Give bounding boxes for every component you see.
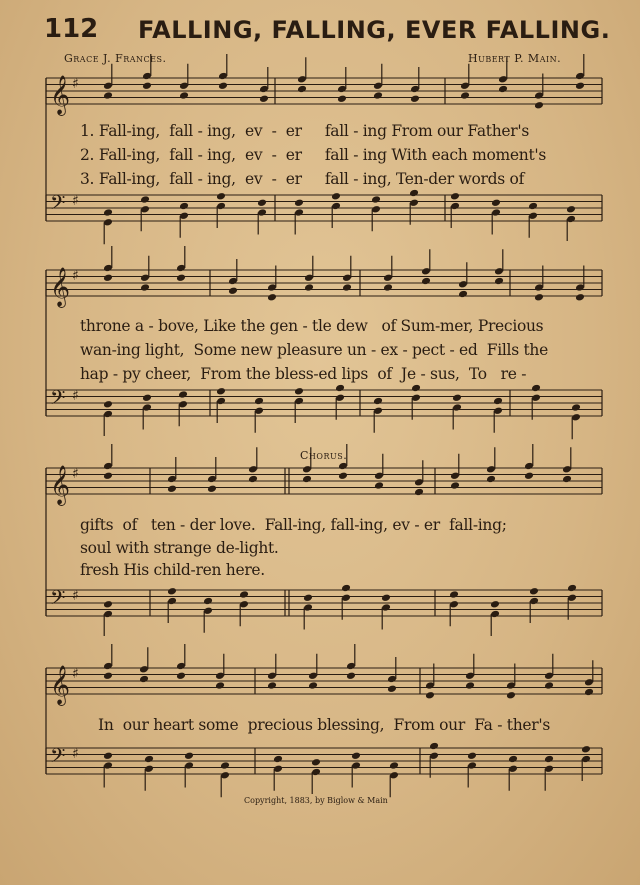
- note-head: [103, 751, 113, 760]
- note-head: [176, 671, 186, 680]
- note-head: [267, 293, 277, 302]
- note-head: [467, 751, 477, 760]
- note-head: [465, 681, 475, 690]
- note-head: [534, 101, 544, 110]
- note-head: [544, 755, 554, 764]
- note-head: [458, 290, 468, 299]
- note-head: [524, 471, 534, 480]
- note-head: [254, 397, 264, 406]
- note-head: [508, 755, 518, 764]
- note-head: [184, 751, 194, 760]
- note-head: [215, 681, 225, 690]
- note-head: [311, 758, 321, 767]
- note-head: [220, 761, 230, 770]
- lyric-line: 3. Fall-ing, fall - ing, ev - er fall - ing, Ten-der words of: [80, 170, 525, 188]
- lyricist-credit: Grace J. Frances.: [64, 52, 167, 65]
- note-head: [534, 293, 544, 302]
- note-head: [544, 681, 554, 690]
- note-head: [566, 205, 576, 214]
- key-sharp-icon: ♯: [72, 466, 79, 482]
- treble-clef-icon: 𝄞: [50, 665, 71, 705]
- note-head: [140, 195, 150, 204]
- lyric-line: 2. Fall-ing, fall - ing, ev - er fall - ing With each moment's: [80, 146, 547, 164]
- note-head: [373, 397, 383, 406]
- note-head: [331, 192, 341, 201]
- note-head: [103, 208, 113, 217]
- note-head: [103, 91, 113, 100]
- lyric-line: gifts of ten - der love. Fall-ing, fall-ing, ev - er fall-ing;: [80, 516, 507, 534]
- note-head: [575, 293, 585, 302]
- note-head: [409, 189, 419, 198]
- note-head: [389, 761, 399, 770]
- bass-clef-icon: 𝄢: [50, 191, 66, 219]
- bass-clef-icon: 𝄢: [50, 386, 66, 414]
- note-head: [216, 192, 226, 201]
- note-head: [302, 475, 312, 484]
- note-head: [167, 484, 177, 493]
- note-head: [203, 597, 213, 606]
- note-head: [584, 688, 594, 697]
- note-head: [103, 400, 113, 409]
- key-sharp-icon: ♯: [72, 588, 79, 604]
- note-head: [144, 755, 154, 764]
- note-head: [529, 587, 539, 596]
- note-head: [216, 387, 226, 396]
- note-head: [178, 390, 188, 399]
- note-head: [140, 283, 150, 292]
- note-head: [239, 590, 249, 599]
- note-head: [450, 192, 460, 201]
- note-head: [303, 593, 313, 602]
- note-head: [341, 584, 351, 593]
- note-head: [338, 471, 348, 480]
- note-head: [342, 283, 352, 292]
- note-head: [528, 202, 538, 211]
- note-head: [421, 277, 431, 286]
- note-head: [142, 393, 152, 402]
- note-head: [506, 691, 516, 700]
- lyric-line: fresh His child-ren here.: [80, 561, 265, 579]
- note-head: [267, 681, 277, 690]
- note-head: [429, 742, 439, 751]
- note-head: [531, 384, 541, 393]
- lyric-line: In our heart some precious blessing, From our Fa - ther's: [98, 716, 550, 734]
- key-sharp-icon: ♯: [72, 193, 79, 209]
- lyric-line: 1. Fall-ing, fall - ing, ev - er fall - ing From our Father's: [80, 122, 529, 140]
- bass-clef-icon: 𝄢: [50, 744, 66, 772]
- note-head: [387, 684, 397, 693]
- note-head: [259, 94, 269, 103]
- note-head: [373, 91, 383, 100]
- note-head: [449, 590, 459, 599]
- note-head: [142, 81, 152, 90]
- note-head: [491, 198, 501, 207]
- note-head: [257, 198, 267, 207]
- note-head: [490, 600, 500, 609]
- treble-clef-icon: 𝄞: [50, 75, 71, 115]
- lyric-line: wan-ing light, Some new pleasure un - ex - pect - ed Fills the: [80, 341, 548, 359]
- note-head: [383, 283, 393, 292]
- note-head: [498, 85, 508, 94]
- note-head: [351, 751, 361, 760]
- note-head: [297, 85, 307, 94]
- note-head: [337, 94, 347, 103]
- note-head: [218, 81, 228, 90]
- note-head: [103, 471, 113, 480]
- note-head: [139, 675, 149, 684]
- note-head: [411, 384, 421, 393]
- hymn-number: 112: [44, 14, 99, 44]
- note-head: [103, 671, 113, 680]
- note-head: [103, 273, 113, 282]
- note-head: [294, 198, 304, 207]
- note-head: [450, 481, 460, 490]
- key-sharp-icon: ♯: [72, 268, 79, 284]
- lyric-line: hap - py cheer, From the bless-ed lips of Je - sus, To re -: [80, 365, 527, 383]
- note-head: [494, 277, 504, 286]
- note-head: [452, 393, 462, 402]
- note-head: [567, 584, 577, 593]
- note-head: [346, 671, 356, 680]
- chorus-label: Chorus.: [300, 449, 348, 462]
- note-head: [179, 91, 189, 100]
- lyric-line: throne a - bove, Like the gen - tle dew of Sum-mer, Precious: [80, 317, 544, 335]
- treble-clef-icon: 𝄞: [50, 465, 71, 505]
- key-sharp-icon: ♯: [72, 746, 79, 762]
- note-head: [103, 600, 113, 609]
- note-head: [335, 384, 345, 393]
- note-head: [371, 195, 381, 204]
- key-sharp-icon: ♯: [72, 666, 79, 682]
- note-head: [179, 202, 189, 211]
- lyric-line: soul with strange de-light.: [80, 539, 279, 557]
- note-head: [486, 475, 496, 484]
- note-head: [581, 745, 591, 754]
- note-head: [207, 484, 217, 493]
- key-sharp-icon: ♯: [72, 76, 79, 92]
- key-sharp-icon: ♯: [72, 388, 79, 404]
- copyright-notice: Copyright, 1883, by Biglow & Main: [244, 796, 388, 805]
- note-head: [425, 691, 435, 700]
- note-head: [571, 403, 581, 412]
- note-head: [410, 94, 420, 103]
- note-head: [493, 397, 503, 406]
- note-head: [575, 81, 585, 90]
- note-head: [294, 387, 304, 396]
- note-head: [414, 488, 424, 497]
- hymn-title: FALLING, FALLING, EVER FALLING.: [138, 16, 611, 44]
- bass-clef-icon: 𝄢: [50, 586, 66, 614]
- note-head: [176, 273, 186, 282]
- treble-clef-icon: 𝄞: [50, 267, 71, 307]
- note-head: [374, 481, 384, 490]
- composer-credit: Hubert P. Main.: [468, 52, 562, 65]
- note-head: [460, 91, 470, 100]
- note-head: [228, 286, 238, 295]
- note-head: [167, 587, 177, 596]
- note-head: [562, 475, 572, 484]
- note-head: [248, 475, 258, 484]
- note-head: [381, 593, 391, 602]
- note-head: [273, 755, 283, 764]
- note-head: [308, 681, 318, 690]
- note-head: [304, 283, 314, 292]
